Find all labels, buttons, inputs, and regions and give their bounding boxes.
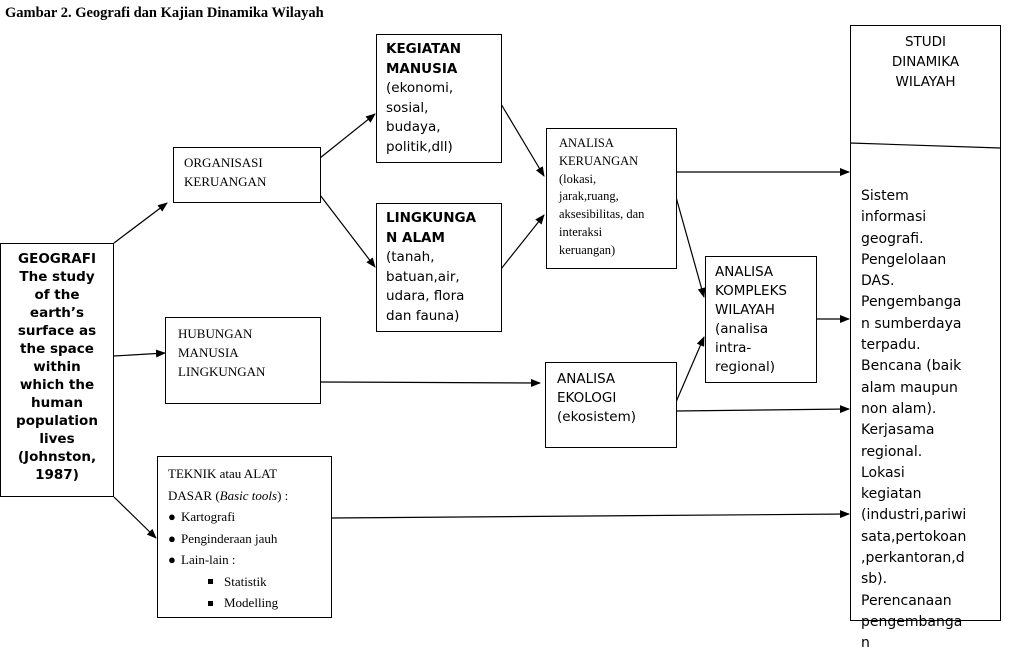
keruangan-line: KERUANGAN bbox=[559, 153, 639, 168]
studi-body-line: non alam). bbox=[861, 400, 937, 417]
studi-body-line: Pengelolaan bbox=[861, 251, 947, 268]
kompleks-line: ANALISA bbox=[715, 264, 774, 280]
kegiatan-heading: MANUSIA bbox=[386, 60, 458, 77]
studi-header-line: DINAMIKA bbox=[891, 54, 960, 70]
kegiatan-heading: KEGIATAN bbox=[386, 41, 462, 57]
kompleks-line: KOMPLEKS bbox=[715, 283, 788, 299]
geografi-line: which the bbox=[19, 377, 95, 393]
kegiatan-line: budaya, bbox=[386, 119, 441, 135]
list-item bbox=[168, 506, 331, 528]
arrow-hubungan-ekologi bbox=[320, 382, 540, 383]
list-item bbox=[168, 528, 331, 550]
lingkungan-line: udara, flora bbox=[386, 288, 465, 304]
organisasi-keruangan-box bbox=[173, 147, 321, 203]
lingkungan-alam-box bbox=[376, 203, 502, 332]
arrow-ekologi-studi bbox=[676, 409, 849, 411]
arrow-teknik-studi bbox=[331, 514, 849, 518]
studi-header-line: WILAYAH bbox=[895, 74, 956, 90]
kegiatan-manusia-box bbox=[376, 34, 502, 163]
geografi-line: human bbox=[30, 395, 83, 411]
lingkungan-heading: LINGKUNGA bbox=[386, 210, 477, 226]
teknik-line-2-suffix: ) : bbox=[277, 487, 289, 503]
arrow-organisasi-lingkungan bbox=[320, 195, 375, 267]
teknik-alat-box bbox=[157, 456, 332, 618]
studi-body-line: geografi. bbox=[861, 230, 924, 247]
ekologi-line: ANALISA bbox=[557, 371, 616, 387]
organisasi-line: ORGANISASI bbox=[184, 155, 263, 170]
lingkungan-heading: N ALAM bbox=[386, 229, 445, 246]
geografi-line: population bbox=[16, 413, 98, 429]
analisa-keruangan-box bbox=[546, 128, 677, 269]
kegiatan-line: sosial, bbox=[386, 99, 429, 116]
arrow-kegiatan-keruangan bbox=[501, 104, 544, 176]
studi-body-line: pengembanga bbox=[861, 613, 963, 630]
studi-body-line: Kerjasama bbox=[861, 422, 935, 439]
keruangan-line: keruangan) bbox=[559, 242, 616, 257]
square-bullet-icon bbox=[208, 601, 213, 606]
teknik-bullet-list bbox=[168, 506, 331, 614]
studi-body-line: n sumberdaya bbox=[861, 315, 962, 332]
arrow-lingkungan-keruangan bbox=[501, 215, 544, 269]
teknik-line-2-prefix: DASAR ( bbox=[168, 487, 220, 503]
studi-header bbox=[851, 32, 1000, 92]
arrow-organisasi-kegiatan bbox=[320, 114, 375, 158]
list-item bbox=[168, 549, 331, 571]
hubungan-line: MANUSIA bbox=[178, 345, 239, 360]
studi-body-line: ,perkantoran,d bbox=[861, 550, 965, 567]
bullet-icon: ● bbox=[168, 509, 176, 524]
lingkungan-line: batuan,air, bbox=[386, 268, 460, 285]
organisasi-line: KERUANGAN bbox=[184, 174, 267, 189]
studi-header-line: STUDI bbox=[904, 34, 947, 50]
studi-body-line: informasi bbox=[861, 209, 927, 226]
studi-body-line: regional. bbox=[861, 443, 923, 460]
geografi-line: within bbox=[33, 359, 81, 375]
ekologi-line: (ekosistem) bbox=[557, 409, 637, 425]
keruangan-line: interaksi bbox=[559, 224, 603, 239]
lingkungan-line: dan fauna) bbox=[386, 307, 460, 324]
hubungan-line: HUBUNGAN bbox=[178, 326, 253, 341]
kompleks-line: (analisa bbox=[715, 321, 769, 337]
keruangan-line: ANALISA bbox=[559, 136, 614, 150]
kegiatan-line: politik,dll) bbox=[386, 138, 453, 155]
hubungan-line: LINGKUNGAN bbox=[178, 364, 266, 379]
sub-list-item bbox=[168, 592, 331, 614]
geografi-box bbox=[0, 243, 114, 497]
studi-body-line: Pengembanga bbox=[861, 294, 962, 311]
geografi-line: The study bbox=[19, 269, 95, 285]
analisa-kompleks-wilayah-box bbox=[705, 256, 817, 383]
geografi-line: lives bbox=[39, 431, 75, 447]
hubungan-manusia-box bbox=[165, 317, 321, 404]
studi-body-line: DAS. bbox=[861, 273, 895, 290]
studi-body-line: Bencana (baik bbox=[861, 358, 962, 375]
sub-list-item bbox=[168, 571, 331, 593]
geografi-line: (Johnston, bbox=[17, 449, 97, 465]
analisa-ekologi-box bbox=[545, 362, 677, 448]
geografi-line: surface as bbox=[17, 323, 97, 339]
geografi-line: 1987) bbox=[35, 467, 79, 483]
arrow-geografi-hubungan bbox=[114, 353, 165, 356]
geografi-line: GEOGRAFI bbox=[18, 251, 96, 267]
ekologi-line: EKOLOGI bbox=[557, 390, 617, 406]
studi-body-line: sata,pertokoan bbox=[861, 528, 967, 545]
bullet-icon: ● bbox=[168, 552, 176, 567]
arrow-keruangan-kompleks bbox=[676, 197, 704, 297]
studi-body-line: kegiatan bbox=[861, 486, 922, 503]
studi-body-line: Lokasi bbox=[861, 464, 905, 481]
geografi-line: earth’s bbox=[29, 305, 85, 321]
teknik-line-2 bbox=[168, 485, 331, 507]
sub-list-item-label: Modelling bbox=[224, 595, 279, 610]
studi-body bbox=[861, 186, 1011, 655]
lingkungan-line: (tanah, bbox=[386, 249, 435, 265]
figure-title: Gambar 2. Geografi dan Kajian Dinamika Wilayah bbox=[5, 5, 324, 21]
sub-list-item-label: Statistik bbox=[224, 573, 267, 589]
kompleks-line: WILAYAH bbox=[715, 302, 775, 318]
bullet-icon: ● bbox=[168, 530, 176, 546]
kompleks-line: regional) bbox=[715, 359, 775, 375]
studi-body-line: alam maupun bbox=[861, 379, 958, 396]
list-item-label: Lain-lain : bbox=[181, 552, 236, 567]
studi-body-line: n bbox=[861, 635, 870, 652]
list-item-label: Penginderaan jauh bbox=[181, 530, 278, 546]
arrow-geografi-organisasi bbox=[114, 203, 167, 243]
list-item-label: Kartografi bbox=[181, 509, 236, 524]
keruangan-line: jarak,ruang, bbox=[559, 189, 619, 204]
arrow-ekologi-kompleks bbox=[676, 337, 704, 402]
studi-body-line: terpadu. bbox=[861, 337, 921, 354]
keruangan-line: aksesibilitas, dan bbox=[559, 207, 645, 222]
kegiatan-line: (ekonomi, bbox=[386, 80, 454, 96]
teknik-line-1: TEKNIK atau ALAT bbox=[168, 466, 278, 481]
geografi-line: of the bbox=[34, 287, 80, 303]
keruangan-line: (lokasi, bbox=[559, 171, 597, 186]
square-bullet-icon bbox=[208, 579, 213, 584]
studi-body-line: Sistem bbox=[861, 188, 909, 204]
arrow-geografi-teknik bbox=[114, 497, 156, 538]
geografi-line: the space bbox=[20, 341, 94, 357]
studi-body-line: sb). bbox=[861, 571, 888, 588]
studi-body-line: (industri,pariwi bbox=[861, 507, 967, 524]
teknik-line-2-italic: Basic tools bbox=[219, 487, 278, 503]
kompleks-line: intra- bbox=[715, 340, 752, 356]
studi-body-line: Perencanaan bbox=[861, 592, 952, 609]
